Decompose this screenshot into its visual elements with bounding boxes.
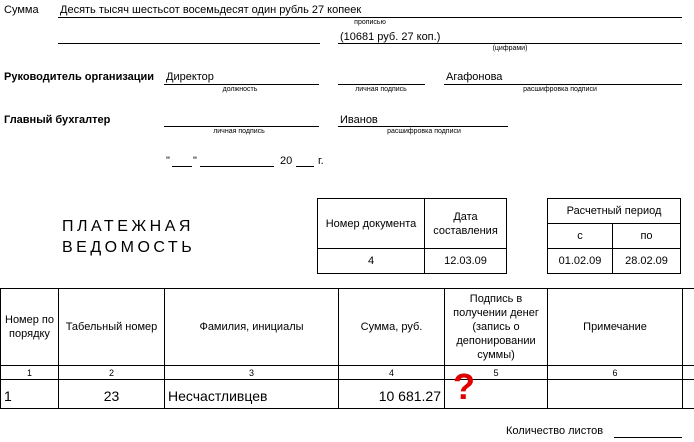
- doc-date-header: Дата составления: [433, 210, 498, 237]
- date-year-suffix: г.: [318, 155, 324, 167]
- head-position-caption: должность: [222, 86, 258, 93]
- table-row: [0, 366, 694, 408]
- period-from-label: с: [577, 230, 583, 242]
- row-name: Несчастливцев: [168, 388, 268, 404]
- table-colnum-3: 3: [248, 367, 254, 378]
- period-to-label: по: [640, 230, 653, 242]
- doc-date: 12.03.09: [444, 255, 487, 267]
- head-name-line: [444, 84, 682, 85]
- date-year-prefix: 20: [280, 155, 293, 167]
- head-position: Директор: [166, 71, 214, 83]
- date-close-quote: ": [193, 155, 197, 167]
- accountant-name: Иванов: [340, 114, 378, 126]
- accountant-signature-line: [164, 126, 319, 127]
- period-to: 28.02.09: [625, 255, 668, 267]
- head-name: Агафонова: [446, 71, 503, 83]
- table-colnum-1: 1: [26, 367, 32, 378]
- head-position-line: [164, 84, 319, 85]
- table-header-signature: Подпись в получении денег (запись о депонировании суммы): [453, 293, 539, 361]
- row-tab-number: 23: [103, 388, 120, 404]
- table-colnum-4: 4: [388, 367, 394, 378]
- doc-number-header: Номер документа: [325, 217, 417, 230]
- table-header-name: Фамилия, инициалы: [199, 321, 304, 333]
- row-signature-question-mark: ?: [453, 366, 475, 407]
- amount-digits-caption: (цифрами): [492, 45, 528, 52]
- table-header-tab: Табельный номер: [65, 321, 158, 333]
- table-colnum-5: 5: [493, 367, 499, 378]
- amount-words: Десять тысяч шестьсот восемьдесят один рубль 27 копеек: [60, 4, 362, 16]
- doc-title-line2: ВЕДОМОСТЬ: [62, 239, 196, 256]
- period-header: Расчетный период: [566, 205, 662, 217]
- amount-label: Сумма: [4, 4, 39, 16]
- table-row-bottom: [0, 408, 694, 409]
- table-header-sum: Сумма, руб.: [360, 321, 423, 333]
- date-month-line: [200, 166, 274, 167]
- doc-title-line1: ПЛАТЕЖНАЯ: [62, 218, 194, 235]
- amount-digits-line: [338, 43, 682, 44]
- amount-words-caption: прописью: [354, 19, 386, 26]
- sheets-count-line: [614, 437, 682, 438]
- amount-digits: (10681 руб. 27 коп.): [340, 31, 441, 43]
- amount-extra-line: [58, 43, 320, 44]
- row-sum: 10 681.27: [378, 388, 441, 404]
- period-from: 01.02.09: [558, 255, 602, 267]
- sheets-count-label: Количество листов: [506, 425, 604, 437]
- amount-words-line: [58, 17, 682, 18]
- accountant-name-line: [338, 126, 508, 127]
- head-label: Руководитель организации: [4, 71, 155, 83]
- date-day-line: [172, 166, 192, 167]
- accountant-signature-caption: личная подпись: [213, 128, 265, 135]
- table-colnum-2: 2: [108, 367, 114, 378]
- date-open-quote: ": [166, 155, 170, 167]
- accountant-name-caption: расшифровка подписи: [387, 128, 461, 135]
- table-header-note: Примечание: [583, 321, 647, 333]
- head-name-caption: расшифровка подписи: [523, 86, 597, 93]
- table-colnum-6: 6: [612, 367, 618, 378]
- date-year-line: [296, 166, 314, 167]
- table-header-num: Номер по порядку: [5, 314, 54, 340]
- doc-title: [62, 216, 195, 258]
- doc-number: 4: [367, 255, 375, 267]
- accountant-label: Главный бухгалтер: [4, 114, 111, 126]
- head-signature-line: [338, 84, 425, 85]
- head-signature-caption: личная подпись: [355, 86, 407, 93]
- row-num: 1: [4, 388, 12, 404]
